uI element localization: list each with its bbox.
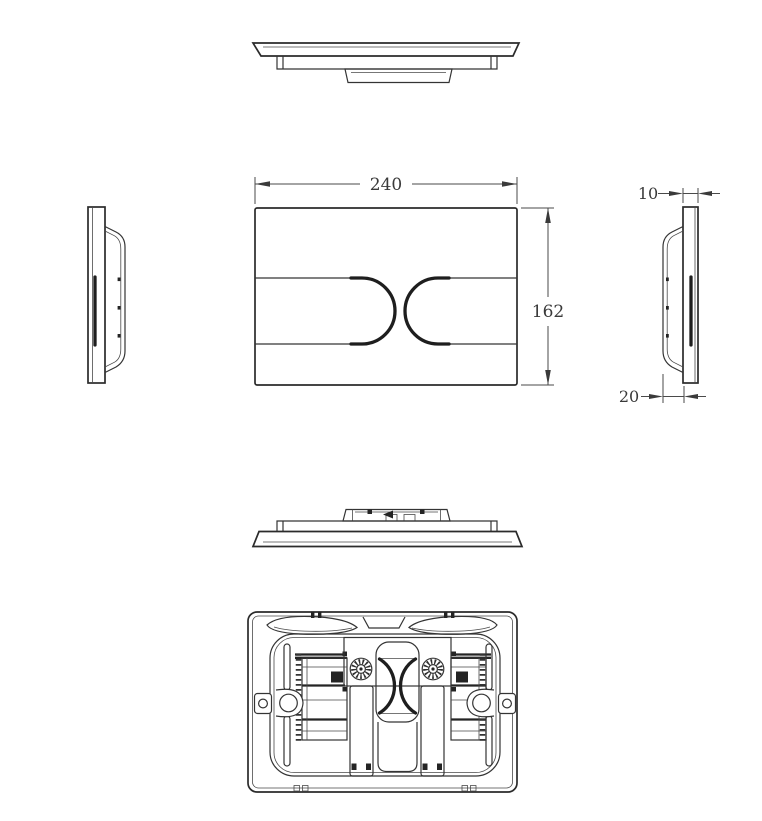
view-front [255, 175, 564, 385]
arrowhead-left [255, 181, 270, 187]
bottom-housing-outline [343, 510, 450, 522]
dimension-depth-label: 20 [618, 387, 640, 406]
right-body-outline [663, 227, 683, 373]
clamp-block-right [456, 672, 468, 683]
flush-button-left-curve [351, 278, 395, 344]
view-bottom [253, 510, 522, 547]
view-top [253, 43, 519, 83]
dimension-thickness-label: 10 [637, 184, 659, 203]
arrowhead-top [545, 208, 551, 223]
button-back-left [267, 612, 357, 635]
flush-button-right-curve [405, 278, 449, 344]
bottom-housing-clip-left [368, 510, 373, 515]
housing-extension [378, 722, 417, 772]
button-back-right [409, 612, 497, 635]
bottom-housing-clip-right [420, 510, 425, 515]
arrowhead-depth-right [684, 394, 698, 399]
arrowhead-right [502, 181, 517, 187]
view-side-left [88, 207, 125, 383]
dimension-height [521, 208, 564, 385]
right-body-inner-line [667, 231, 683, 367]
left-body-outline [105, 227, 125, 373]
dimension-thickness [638, 184, 720, 203]
mounting-ear-left [255, 689, 304, 717]
back-center-tab [363, 617, 405, 628]
view-side-right [619, 184, 720, 406]
view-back [248, 612, 517, 793]
top-plate-outline [253, 43, 519, 56]
adjustment-screw-left [350, 658, 372, 680]
adjustment-screw-right [422, 658, 444, 680]
left-body-latch-ticks [118, 278, 121, 338]
arrowhead-depth-left [649, 394, 663, 399]
top-frame-layer [277, 56, 497, 69]
dimension-depth [619, 374, 706, 406]
mounting-ear-right [467, 689, 516, 717]
clamp-block-left [331, 672, 343, 683]
bottom-plate-outline [253, 532, 522, 547]
dimension-width [255, 175, 517, 204]
left-body-inner-line [105, 231, 121, 367]
support-leg-right [421, 686, 444, 776]
arrowhead-thickness-left [669, 191, 683, 196]
front-plate-outline [255, 208, 517, 385]
bottom-housing-dividers [353, 510, 441, 522]
arrowhead-bottom [545, 370, 551, 385]
support-leg-left [350, 686, 373, 776]
lever-assembly-left [299, 652, 348, 743]
arrowhead-thickness-right [698, 191, 712, 196]
dimension-height-label: 162 [531, 302, 565, 322]
dimension-width-label: 240 [369, 175, 403, 195]
bottom-housing-tab-right [404, 515, 415, 522]
bottom-frame-layer [277, 521, 497, 532]
top-housing-outline [345, 69, 452, 83]
